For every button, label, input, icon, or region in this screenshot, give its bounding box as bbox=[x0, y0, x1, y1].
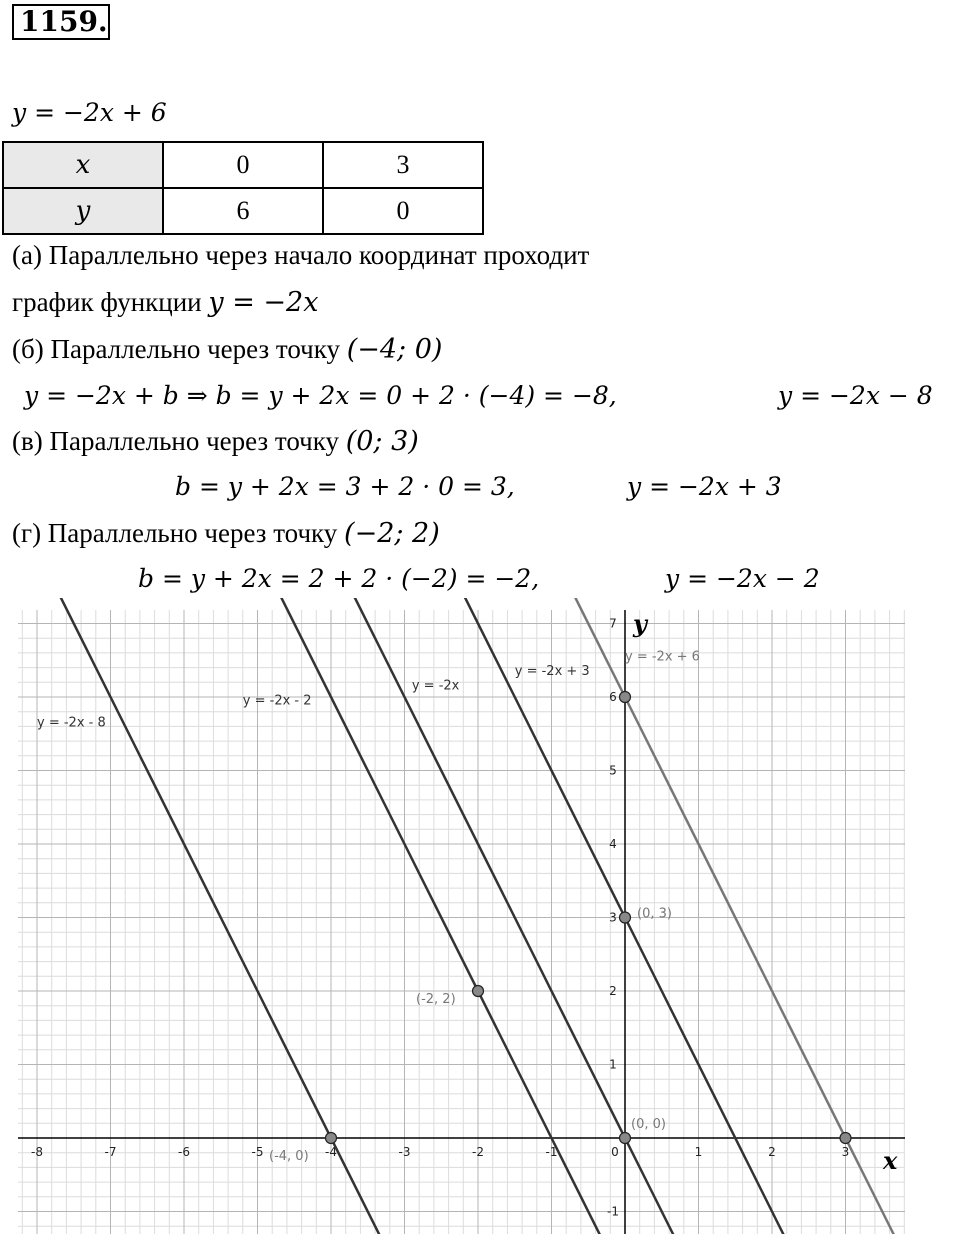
x-tick-label: -5 bbox=[251, 1145, 264, 1159]
x-tick-label: 1 bbox=[694, 1145, 703, 1159]
x-tick-label: -1 bbox=[545, 1145, 558, 1159]
part-b-line bbox=[12, 334, 442, 365]
series-label: y = -2x bbox=[411, 678, 460, 694]
point-label: (0, 3) bbox=[637, 906, 672, 922]
x-tick-label: -4 bbox=[325, 1145, 337, 1159]
part-b-point: (−4; 0) bbox=[346, 334, 443, 365]
problem-number: 1159. bbox=[12, 4, 110, 40]
part-g-text: (г) Параллельно через точку bbox=[12, 518, 345, 548]
equation: y = −2x + 6 bbox=[12, 98, 167, 127]
table-row bbox=[3, 142, 483, 188]
x-axis-label: x bbox=[883, 1146, 898, 1175]
data-point bbox=[620, 692, 631, 703]
part-v-result: y = −2x + 3 bbox=[627, 472, 782, 501]
part-v-calc: b = y + 2x = 3 + 2 · 0 = 3, bbox=[175, 472, 515, 501]
series-label: y = -2x + 3 bbox=[514, 663, 590, 679]
x-tick-label: -2 bbox=[472, 1145, 484, 1159]
x-tick-label: -3 bbox=[398, 1145, 411, 1159]
coordinate-plot bbox=[0, 598, 960, 1234]
series-label: y = -2x - 2 bbox=[242, 693, 312, 709]
table-cell: 6 bbox=[163, 188, 323, 234]
x-tick-label: 0 bbox=[611, 1145, 619, 1159]
table-header-y: y bbox=[3, 188, 163, 234]
data-point bbox=[473, 986, 484, 997]
part-a-text: график функции bbox=[12, 287, 209, 317]
point-label: (-2, 2) bbox=[416, 992, 456, 1007]
y-tick-label: 7 bbox=[609, 616, 617, 631]
table-cell: 0 bbox=[163, 142, 323, 188]
part-v-line bbox=[12, 426, 419, 457]
x-tick-label: 2 bbox=[768, 1145, 776, 1159]
y-tick-label: 4 bbox=[609, 837, 617, 851]
data-point bbox=[326, 1133, 337, 1144]
part-v-text: (в) Параллельно через точку bbox=[12, 426, 346, 456]
y-tick-label: 1 bbox=[609, 1057, 617, 1072]
point-label: (0, 0) bbox=[631, 1117, 666, 1132]
point-label: (-4, 0) bbox=[269, 1149, 309, 1164]
part-b-calc: y = −2x + b ⇒ b = y + 2x = 0 + 2 · (−4) = −8, bbox=[24, 381, 617, 410]
y-tick-label: 6 bbox=[609, 690, 617, 704]
part-g-point: (−2; 2) bbox=[344, 518, 440, 549]
part-g-calc: b = y + 2x = 2 + 2 · (−2) = −2, bbox=[138, 564, 540, 593]
y-tick-label: 2 bbox=[609, 984, 617, 998]
x-tick-label: 3 bbox=[841, 1145, 850, 1159]
series-label: y = -2x - 8 bbox=[37, 715, 106, 731]
x-tick-label: -7 bbox=[104, 1145, 117, 1159]
part-b-text: (б) Параллельно через точку bbox=[12, 334, 347, 364]
data-point bbox=[620, 912, 631, 923]
part-v-point: (0; 3) bbox=[345, 426, 419, 457]
y-tick-label: 3 bbox=[609, 910, 617, 925]
part-g-result: y = −2x − 2 bbox=[665, 564, 820, 593]
part-a-line1: (а) Параллельно через начало координат проходит bbox=[12, 240, 590, 270]
part-a-func: y = −2x bbox=[208, 287, 319, 318]
x-tick-label: -6 bbox=[178, 1145, 190, 1159]
part-g-line bbox=[12, 518, 440, 549]
part-a-line2 bbox=[12, 287, 318, 318]
data-point bbox=[840, 1133, 851, 1144]
part-b-result: y = −2x − 8 bbox=[778, 381, 933, 410]
y-tick-label: 5 bbox=[609, 763, 617, 778]
data-point bbox=[620, 1133, 631, 1144]
y-tick-label: -1 bbox=[607, 1204, 619, 1219]
table-header-x: x bbox=[3, 142, 163, 188]
series-label: y = -2x + 6 bbox=[625, 649, 700, 665]
value-table bbox=[2, 141, 484, 235]
x-tick-label: -8 bbox=[31, 1145, 43, 1159]
y-axis-label: y bbox=[633, 609, 647, 638]
table-cell: 3 bbox=[323, 142, 483, 188]
table-row bbox=[3, 188, 483, 234]
table-cell: 0 bbox=[323, 188, 483, 234]
